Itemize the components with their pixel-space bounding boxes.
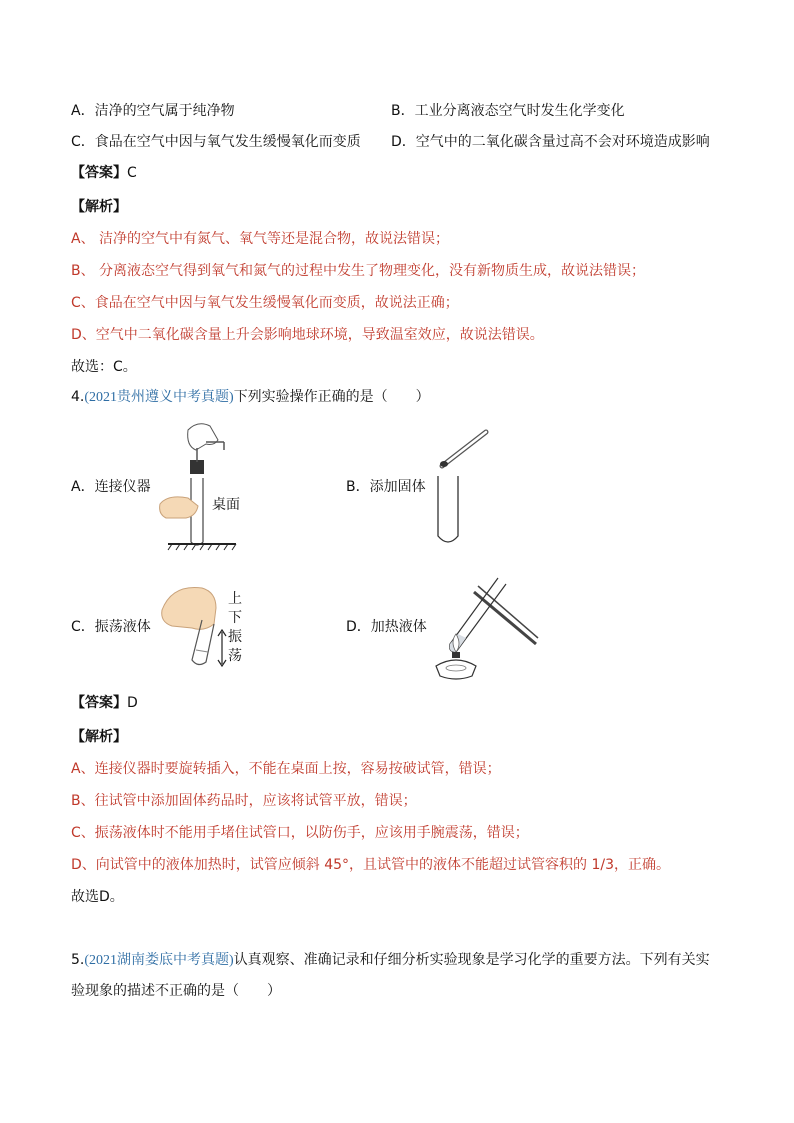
q3-analysis-a: A、 洁净的空气中有氮气、氧气等还是混合物，故说法错误； <box>71 231 450 247</box>
connect-apparatus-illustration <box>158 420 248 550</box>
q4-option-a: A．连接仪器 <box>71 479 151 495</box>
q4-analysis-c: C、振荡液体时不能用手堵住试管口，以防伤手，应该用手腕震荡，错误； <box>71 825 529 841</box>
q3-analysis-label: 【解析】 <box>71 199 127 215</box>
q3-option-b: B．工业分离液态空气时发生化学变化 <box>391 103 625 119</box>
q4-option-d: D．加热液体 <box>346 619 427 635</box>
q3-option-c: C．食品在空气中因与氧气发生缓慢氧化而变质 <box>71 134 361 150</box>
q3-analysis-c: C、食品在空气中因与氧气发生缓慢氧化而变质，故说法正确； <box>71 295 459 311</box>
q3-analysis-b: B、 分离液态空气得到氧气和氮气的过程中发生了物理变化，没有新物质生成，故说法错误； <box>71 263 646 279</box>
q5-source: (2021湖南娄底中考真题) <box>84 953 234 968</box>
q3-answer-label: 【答案】 <box>71 165 127 181</box>
q5-stem-line-2: 验现象的描述不正确的是（ ） <box>71 983 281 999</box>
shake-label-3: 振 <box>228 629 242 645</box>
q4-analysis-a: A、连接仪器时要旋转插入，不能在桌面上按，容易按破试管，错误； <box>71 761 501 777</box>
q4-analysis-d: D、向试管中的液体加热时，试管应倾斜 45°，且试管中的液体不能超过试管容积的 1/3，正确。 <box>71 857 671 873</box>
q3-conclusion: 故选：C。 <box>71 359 137 375</box>
shake-vertical-label <box>228 590 244 666</box>
q4-analysis-b: B、往试管中添加固体药品时，应该将试管平放，错误； <box>71 793 417 809</box>
q4-answer <box>71 693 138 713</box>
shake-label-4: 荡 <box>228 648 242 664</box>
add-solid-illustration <box>430 428 500 548</box>
q4-stem-line <box>71 387 430 408</box>
q5-number: 5. <box>71 952 85 968</box>
q3-analysis-d: D、空气中二氧化碳含量上升会影响地球环境，导致温室效应，故说法错误。 <box>71 327 544 343</box>
q4-option-b: B．添加固体 <box>346 479 426 495</box>
table-surface-label: 桌面 <box>212 497 240 513</box>
q3-option-a: A．洁净的空气属于纯净物 <box>71 103 235 119</box>
q4-analysis-label: 【解析】 <box>71 729 127 745</box>
q3-option-d: D．空气中的二氧化碳含量过高不会对环境造成影响 <box>391 134 710 150</box>
q3-answer-value: C <box>127 165 137 181</box>
q3-answer <box>71 163 137 183</box>
q4-option-c: C．振荡液体 <box>71 619 151 635</box>
q4-answer-label: 【答案】 <box>71 695 127 711</box>
shake-label-2: 下 <box>228 610 242 626</box>
q5-stem-line-1 <box>71 950 710 971</box>
q4-source: (2021贵州遵义中考真题) <box>84 390 234 405</box>
heat-liquid-illustration <box>428 572 543 682</box>
q4-number: 4. <box>71 389 85 405</box>
q4-stem: 下列实验操作正确的是（ ） <box>233 389 430 405</box>
q5-stem-text: 认真观察、准确记录和仔细分析实验现象是学习化学的重要方法。下列有关实 <box>233 952 710 968</box>
q4-answer-value: D <box>127 695 138 711</box>
q4-conclusion: 故选D。 <box>71 889 124 905</box>
shake-label-1: 上 <box>228 591 242 607</box>
